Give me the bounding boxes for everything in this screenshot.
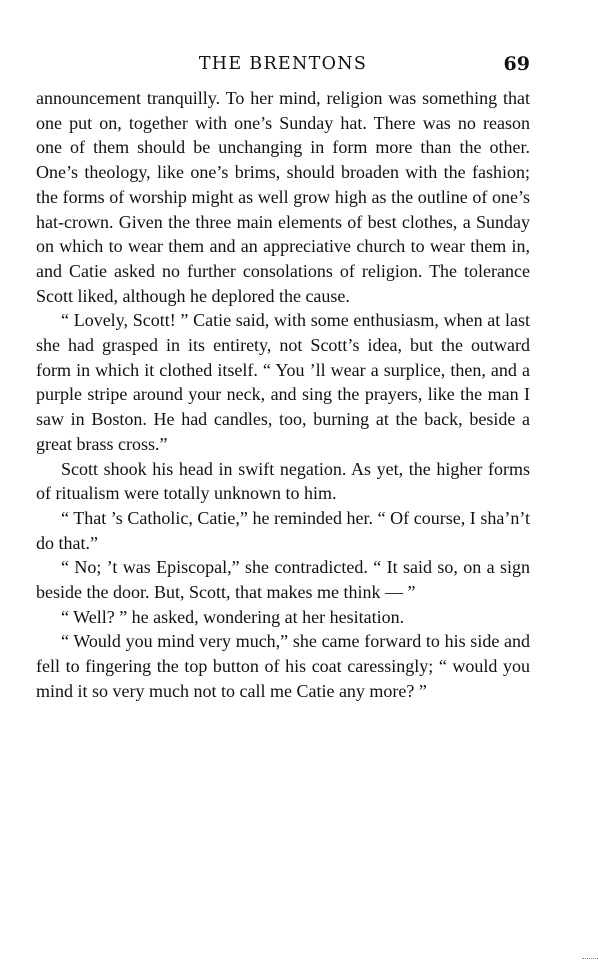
paragraph: “ Well? ” he asked, wondering at her hesitation. [61,606,405,627]
paragraph: “ Lovely, Scott! ” Catie said, with some enthusiasm, when at last she had grasped in its entirety, not Scott’s idea, but the outward form in which it clothed itself. “ You ’ll wear a surplice, then, and a purple stripe around your neck, and sing the prayers, like the man I saw in Boston. He had candles, too, burning at the back, beside a great brass cross.” [36,310,530,454]
body-text [36,86,530,704]
paragraph: “ That ’s Catholic, Catie,” he reminded her. “ Of course, I sha’n’t do that.” [36,507,530,553]
page-number: 69 [503,53,530,75]
page-header [36,52,530,86]
paragraph-continued: announcement tranquilly. To her mind, religion was something that one put on, together with one’s Sunday hat. There was no reason one of them should be unchanging in form more than the other. One’s theology, like one’s brims, should broaden with the fashion; the forms of worship might as well grow high as the outline of one’s hat-crown. Given the three main elements of best clothes, a Sunday on which to wear them and an appreciative church to wear them in, and Catie asked no further consolations of religion. The tolerance Scott liked, although he deplored the cause. [36,88,530,306]
scan-edge-mark [582,958,598,961]
running-head: THE BRENTONS [198,54,368,74]
book-page [36,52,530,704]
paragraph: “ Would you mind very much,” she came forward to his side and fell to fingering the top button of his coat caressingly; “ would you mind it so very much not to call me Catie any more? ” [36,631,530,701]
paragraph: “ No; ’t was Episcopal,” she contradicted. “ It said so, on a sign beside the door. But, Scott, that makes me think — ” [36,557,530,603]
paragraph: Scott shook his head in swift negation. As yet, the higher forms of ritualism were totally unknown to him. [36,458,530,504]
